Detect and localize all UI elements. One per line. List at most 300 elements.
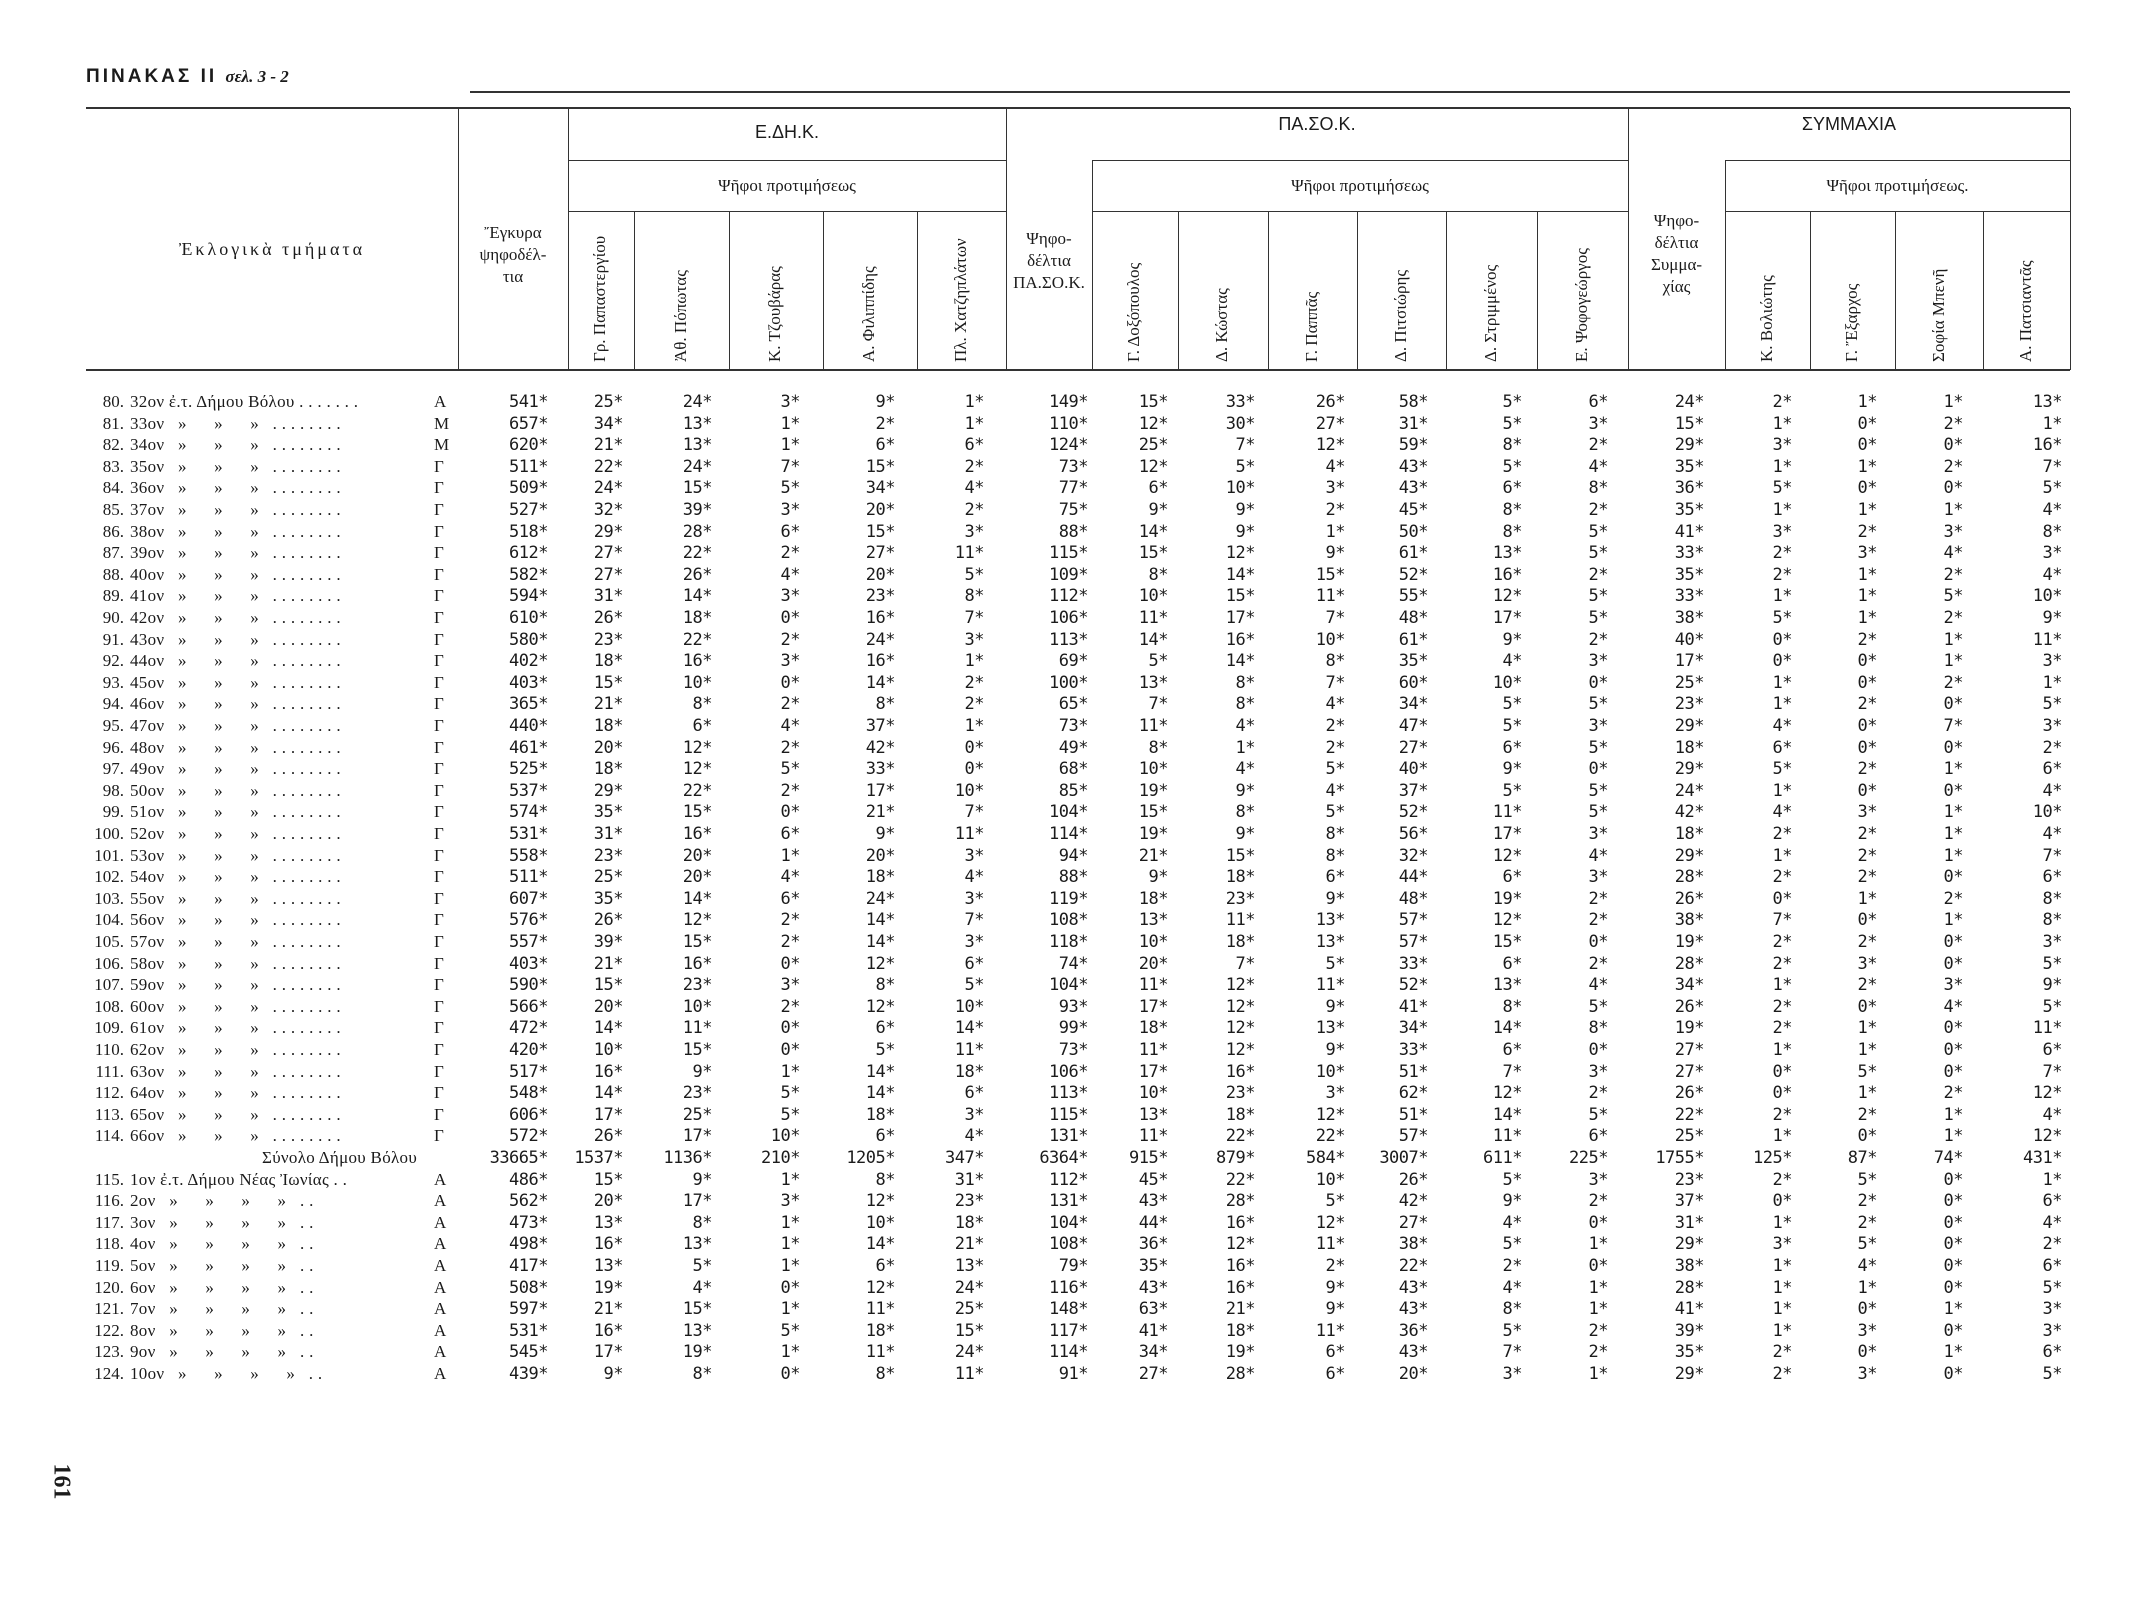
row-type: Γ: [434, 586, 444, 606]
table-cell: 2*: [1943, 456, 1963, 477]
table-cell: 17*: [1492, 608, 1522, 628]
table-cell: 12*: [2032, 1126, 2062, 1147]
table-cell: 24*: [865, 888, 895, 909]
table-cell: 0*: [780, 608, 800, 628]
table-cell: 25*: [1138, 435, 1168, 456]
table-cell: 6*: [692, 716, 712, 736]
table-cell: 17*: [682, 1126, 712, 1147]
table-cell: 5*: [1502, 780, 1522, 801]
table-cell: 10*: [2032, 802, 2062, 823]
table-cell: 13*: [1138, 672, 1168, 693]
row-label: [0, 1040, 341, 1060]
table-cell: 3*: [1588, 1061, 1608, 1082]
table-cell: 5*: [1325, 1191, 1345, 1212]
cand-exarchos: Γ. Ἔξαρχος: [1842, 283, 1861, 362]
table-cell: 44*: [1398, 867, 1428, 888]
table-cell: 0*: [1588, 1212, 1608, 1233]
cand-pappas: Γ. Παππᾶς: [1302, 291, 1321, 362]
table-cell: 2*: [1857, 629, 1877, 650]
table-cell: 43*: [1138, 1277, 1168, 1298]
table-cell: 541*: [509, 392, 548, 412]
table-cell: 1537*: [574, 1148, 623, 1168]
table-cell: 87*: [1847, 1148, 1877, 1168]
table-cell: 14*: [1225, 651, 1255, 672]
table-cell: 5*: [1588, 737, 1608, 758]
table-cell: 4*: [1943, 996, 1963, 1017]
table-cell: 10*: [865, 1212, 895, 1233]
table-cell: 13*: [682, 413, 712, 434]
table-cell: 104*: [1049, 802, 1088, 823]
table-cell: 33*: [1398, 1040, 1428, 1060]
table-cell: 13*: [1492, 975, 1522, 996]
table-cell: 15*: [1315, 564, 1345, 585]
table-cell: 21*: [593, 1299, 623, 1320]
table-cell: 37*: [1674, 1191, 1704, 1212]
table-cell: 104*: [1049, 975, 1088, 996]
table-cell: 34*: [1398, 1018, 1428, 1039]
cand-popotas: Ἀθ. Πόπωτας: [671, 270, 690, 362]
row-label: [0, 975, 341, 995]
table-row: [0, 1040, 2143, 1061]
table-cell: 1*: [1943, 1299, 1963, 1320]
row-type: Γ: [434, 1061, 444, 1081]
table-cell: 14*: [1225, 564, 1255, 585]
row-number: 87.: [102, 543, 124, 563]
row-label: [0, 522, 341, 542]
table-cell: 2*: [1325, 716, 1345, 736]
table-cell: 580*: [509, 629, 548, 650]
table-cell: 5*: [1235, 456, 1255, 477]
table-cell: 1*: [1588, 1234, 1608, 1255]
row-number: 94.: [102, 694, 124, 714]
row-label: [0, 1105, 341, 1125]
row-label: [0, 716, 341, 736]
table-cell: 16*: [593, 1061, 623, 1082]
table-cell: 14*: [865, 672, 895, 693]
table-cell: 34*: [1398, 694, 1428, 715]
row-name: 62ον » » » . . . . . . . .: [130, 1040, 341, 1059]
table-cell: 79*: [1058, 1256, 1088, 1276]
cand-tzouvaras: Κ. Τζουβάρας: [765, 266, 784, 362]
row-name: 42ον » » » . . . . . . . .: [130, 608, 341, 627]
table-cell: 3*: [2042, 932, 2062, 952]
table-cell: 558*: [509, 845, 548, 866]
table-cell: 6*: [1772, 737, 1792, 758]
table-cell: 2*: [1325, 500, 1345, 520]
table-cell: 18*: [1674, 824, 1704, 844]
table-cell: 36*: [1138, 1234, 1168, 1255]
table-row: [0, 1321, 2143, 1342]
table-cell: 6*: [875, 1018, 895, 1039]
table-row: [0, 1062, 2143, 1083]
table-cell: 2*: [1772, 1342, 1792, 1363]
table-cell: 1*: [780, 1342, 800, 1363]
table-cell: 5*: [1325, 953, 1345, 974]
table-cell: 2*: [1588, 910, 1608, 931]
table-cell: 69*: [1058, 651, 1088, 672]
table-cell: 597*: [509, 1299, 548, 1320]
table-row: [0, 586, 2143, 607]
table-cell: 16*: [2032, 435, 2062, 456]
table-cell: 4*: [1502, 1277, 1522, 1298]
table-cell: 20*: [865, 564, 895, 585]
table-cell: 3*: [780, 651, 800, 672]
row-label: [0, 802, 341, 822]
table-cell: 43*: [1138, 1191, 1168, 1212]
table-cell: 116*: [1049, 1277, 1088, 1298]
symmaxia-header: ΣΥΜΜΑΧΙΑ: [1801, 114, 1897, 134]
table-row: [0, 522, 2143, 543]
table-cell: 20*: [865, 500, 895, 520]
cand-patsiantas: Α. Πατσιαντᾶς: [2016, 260, 2035, 362]
table-cell: 4*: [1325, 456, 1345, 477]
table-cell: 115*: [1049, 543, 1088, 564]
valid-ballots-header: Ἔγκυρα ψηφοδέλ- τια: [479, 223, 547, 286]
table-cell: 14*: [1138, 629, 1168, 650]
table-cell: 48*: [1398, 888, 1428, 909]
table-cell: 1*: [780, 1234, 800, 1255]
table-cell: 9*: [2042, 975, 2062, 996]
table-cell: 131*: [1049, 1126, 1088, 1147]
table-cell: 1*: [964, 413, 984, 434]
table-cell: 4*: [2042, 564, 2062, 585]
row-number: 102.: [94, 867, 124, 887]
table-cell: 8*: [1235, 694, 1255, 715]
table-cell: 21*: [593, 694, 623, 715]
cand-papastergiou: Γρ. Παπαστεργίου: [590, 235, 609, 362]
table-cell: 3*: [964, 521, 984, 542]
table-cell: 3*: [1857, 543, 1877, 564]
table-row: [0, 975, 2143, 996]
row-number: 115.: [94, 1169, 124, 1189]
table-cell: 0*: [1943, 1040, 1963, 1060]
table-cell: 2*: [1857, 932, 1877, 952]
table-cell: 2*: [1588, 1191, 1608, 1212]
table-cell: 13*: [593, 1256, 623, 1276]
table-cell: 22*: [682, 780, 712, 801]
table-cell: 3*: [1772, 1234, 1792, 1255]
table-cell: 13*: [682, 1320, 712, 1341]
table-cell: 9*: [1148, 867, 1168, 888]
table-cell: 88*: [1058, 521, 1088, 542]
table-cell: 11*: [1315, 1234, 1345, 1255]
symm-pref-header: Ψῆφοι προτιμήσεως.: [1826, 176, 1969, 195]
table-cell: 0*: [1588, 1256, 1608, 1276]
table-cell: 5*: [1502, 456, 1522, 477]
table-cell: 7*: [1325, 608, 1345, 628]
table-cell: 1*: [1772, 413, 1792, 434]
table-cell: 28*: [1225, 1364, 1255, 1384]
table-cell: 28*: [1674, 867, 1704, 888]
table-cell: 4*: [2042, 1212, 2062, 1233]
table-cell: 19*: [1225, 1342, 1255, 1363]
row-label: [0, 1062, 341, 1082]
table-cell: 4*: [1235, 716, 1255, 736]
table-cell: 23*: [1674, 1169, 1704, 1190]
table-cell: 2*: [964, 500, 984, 520]
table-cell: 8*: [1588, 478, 1608, 499]
table-cell: 9*: [1325, 888, 1345, 909]
table-cell: 106*: [1049, 608, 1088, 628]
table-cell: 1*: [1772, 845, 1792, 866]
table-cell: 11*: [2032, 1018, 2062, 1039]
table-cell: 0*: [1772, 1083, 1792, 1104]
table-cell: 3*: [780, 586, 800, 607]
row-name: 32ον ἐ.τ. Δήμου Βόλου . . . . . . .: [130, 392, 359, 411]
table-cell: 0*: [1857, 413, 1877, 434]
table-cell: 27*: [1398, 1212, 1428, 1233]
row-name: 64ον » » » . . . . . . . .: [130, 1083, 341, 1103]
row-number: 92.: [102, 651, 124, 671]
table-row: [0, 414, 2143, 435]
table-cell: 25*: [1674, 672, 1704, 693]
row-label: [0, 1213, 314, 1233]
table-cell: 0*: [1943, 478, 1963, 499]
table-cell: 1*: [1857, 608, 1877, 628]
row-name: 35ον » » » . . . . . . . .: [130, 456, 341, 476]
table-cell: 15*: [593, 672, 623, 693]
table-cell: 32*: [593, 500, 623, 520]
table-cell: 879*: [1216, 1148, 1255, 1168]
table-cell: 18*: [954, 1061, 984, 1082]
table-cell: 9*: [1235, 780, 1255, 801]
table-cell: 439*: [509, 1364, 548, 1384]
table-cell: 4*: [1588, 845, 1608, 866]
table-cell: 2*: [780, 996, 800, 1017]
table-cell: 31*: [593, 586, 623, 607]
row-type: Γ: [434, 1018, 444, 1038]
table-cell: 8*: [2042, 521, 2062, 542]
row-name: 48ον » » » . . . . . . . .: [130, 737, 341, 757]
table-cell: 0*: [1857, 672, 1877, 693]
table-cell: 75*: [1058, 500, 1088, 520]
table-cell: 23*: [682, 1083, 712, 1104]
table-cell: 11*: [865, 1342, 895, 1363]
table-cell: 1755*: [1655, 1148, 1704, 1168]
table-cell: 7*: [2042, 845, 2062, 866]
table-cell: 7*: [780, 456, 800, 477]
table-cell: 2*: [1588, 435, 1608, 456]
table-cell: 1*: [1943, 629, 1963, 650]
table-cell: 20*: [682, 845, 712, 866]
table-cell: 18*: [1225, 1320, 1255, 1341]
table-cell: 2*: [1772, 543, 1792, 564]
table-cell: 7*: [1772, 910, 1792, 931]
table-cell: 6*: [2042, 1191, 2062, 1212]
table-cell: 11*: [865, 1299, 895, 1320]
row-number: 109.: [94, 1018, 124, 1038]
table-cell: 40*: [1398, 759, 1428, 780]
row-number: 112.: [94, 1083, 124, 1103]
table-cell: 14*: [865, 1083, 895, 1104]
table-cell: 6*: [964, 1083, 984, 1104]
table-cell: 5*: [2042, 694, 2062, 715]
table-cell: 12*: [865, 1277, 895, 1298]
table-cell: 2*: [1772, 867, 1792, 888]
table-cell: 1*: [1943, 845, 1963, 866]
table-cell: 33*: [865, 759, 895, 780]
table-cell: 6*: [1325, 1342, 1345, 1363]
table-cell: 6*: [1325, 867, 1345, 888]
table-cell: 6*: [1588, 1126, 1608, 1147]
table-cell: 403*: [509, 953, 548, 974]
row-name: 61ον » » » . . . . . . . .: [130, 1018, 341, 1038]
table-cell: 112*: [1049, 586, 1088, 607]
row-number: 83.: [102, 456, 124, 476]
table-cell: 3*: [780, 392, 800, 412]
table-cell: 0*: [1943, 1234, 1963, 1255]
table-cell: 10*: [682, 996, 712, 1017]
table-cell: 0*: [1943, 780, 1963, 801]
table-cell: 18*: [1674, 737, 1704, 758]
table-row: [0, 608, 2143, 629]
table-cell: 20*: [593, 996, 623, 1017]
table-cell: 34*: [593, 413, 623, 434]
table-cell: 28*: [1674, 953, 1704, 974]
row-type: Γ: [434, 910, 444, 930]
table-cell: 0*: [1943, 1320, 1963, 1341]
table-cell: 38*: [1674, 910, 1704, 931]
table-cell: 18*: [593, 716, 623, 736]
table-row: [0, 716, 2143, 737]
table-cell: 7*: [964, 608, 984, 628]
row-name: 51ον » » » . . . . . . . .: [130, 802, 341, 822]
row-name: 36ον » » » . . . . . . . .: [130, 478, 341, 498]
table-cell: 11*: [1315, 586, 1345, 607]
table-cell: 4*: [780, 564, 800, 585]
pasok-header: ΠΑ.ΣΟ.Κ.: [1278, 114, 1356, 134]
cand-psofogeorgos: Ε. Ψοφογεώργος: [1572, 248, 1591, 362]
table-cell: 9*: [875, 392, 895, 412]
table-cell: 6*: [875, 1256, 895, 1276]
row-number: 99.: [102, 802, 124, 822]
row-number: 82.: [102, 435, 124, 455]
table-cell: 2*: [1857, 824, 1877, 844]
table-cell: 31*: [954, 1169, 984, 1190]
table-cell: 2*: [1857, 1104, 1877, 1125]
table-cell: 18*: [593, 759, 623, 780]
table-cell: 36*: [1674, 478, 1704, 499]
table-cell: 0*: [964, 737, 984, 758]
row-label: [0, 414, 341, 434]
table-cell: 5*: [1588, 608, 1608, 628]
row-name: 38ον » » » . . . . . . . .: [130, 521, 341, 541]
table-cell: 0*: [1857, 651, 1877, 672]
table-cell: 6*: [1502, 1040, 1522, 1060]
table-cell: 1*: [1588, 1364, 1608, 1384]
table-cell: 2*: [1857, 867, 1877, 888]
table-cell: 24*: [682, 456, 712, 477]
row-label: [0, 846, 341, 866]
table-cell: 57*: [1398, 1126, 1428, 1147]
table-row: [0, 1213, 2143, 1234]
table-cell: 1*: [1943, 759, 1963, 780]
table-row: [0, 457, 2143, 478]
table-cell: 3*: [1588, 716, 1608, 736]
row-number: 114.: [94, 1126, 124, 1146]
table-cell: 26*: [1674, 1083, 1704, 1104]
row-name: 37ον » » » . . . . . . . .: [130, 500, 341, 519]
table-cell: 1*: [1772, 975, 1792, 996]
table-cell: 43*: [1398, 456, 1428, 477]
table-cell: 6*: [2042, 1342, 2062, 1363]
table-cell: 3*: [2042, 1299, 2062, 1320]
table-cell: 22*: [593, 456, 623, 477]
table-cell: 23*: [593, 845, 623, 866]
table-cell: 1*: [1857, 586, 1877, 607]
table-cell: 12*: [1225, 1018, 1255, 1039]
table-cell: 12*: [1492, 910, 1522, 931]
row-type: Γ: [434, 845, 444, 865]
table-cell: 16*: [593, 1320, 623, 1341]
table-cell: 26*: [1398, 1169, 1428, 1190]
table-cell: 11*: [954, 543, 984, 564]
table-cell: 11*: [954, 1364, 984, 1384]
row-name: 6ον » » » » . .: [130, 1277, 314, 1297]
table-cell: 3*: [1588, 413, 1608, 434]
table-cell: 0*: [1943, 1169, 1963, 1190]
table-cell: 16*: [682, 651, 712, 672]
table-cell: 0*: [1943, 1212, 1963, 1233]
table-cell: 3*: [1588, 824, 1608, 844]
table-cell: 8*: [875, 694, 895, 715]
table-cell: 2*: [1325, 1256, 1345, 1276]
table-cell: 9*: [1325, 996, 1345, 1017]
table-cell: 85*: [1058, 780, 1088, 801]
table-cell: 486*: [509, 1169, 548, 1190]
table-cell: 3*: [1502, 1364, 1522, 1384]
table-cell: 566*: [509, 996, 548, 1017]
table-row: [0, 997, 2143, 1018]
table-cell: 0*: [780, 1040, 800, 1060]
table-cell: 24*: [954, 1277, 984, 1298]
table-cell: 14*: [954, 1018, 984, 1039]
table-cell: 5*: [1772, 478, 1792, 499]
table-cell: 21*: [865, 802, 895, 823]
table-cell: 15*: [682, 1040, 712, 1060]
table-cell: 31*: [1674, 1212, 1704, 1233]
table-cell: 57*: [1398, 932, 1428, 952]
table-cell: 0*: [1943, 953, 1963, 974]
table-cell: 6*: [875, 1126, 895, 1147]
table-cell: 0*: [1772, 629, 1792, 650]
table-cell: 88*: [1058, 867, 1088, 888]
row-type: Γ: [434, 802, 444, 822]
table-cell: 5*: [780, 759, 800, 780]
table-cell: 0*: [1943, 1191, 1963, 1212]
table-cell: 26*: [1674, 996, 1704, 1017]
table-cell: 8*: [1148, 564, 1168, 585]
table-cell: 2*: [1502, 1256, 1522, 1276]
table-cell: 225*: [1569, 1148, 1608, 1168]
table-cell: 32*: [1398, 845, 1428, 866]
table-cell: 29*: [1674, 1364, 1704, 1384]
row-type: Γ: [434, 1104, 444, 1124]
table-cell: 19*: [1674, 932, 1704, 952]
cand-chatziplaton: Πλ. Χατζηπλάτων: [951, 238, 970, 362]
table-cell: 403*: [509, 672, 548, 693]
table-cell: 114*: [1049, 1342, 1088, 1363]
table-cell: 27*: [1398, 737, 1428, 758]
table-cell: 5*: [2042, 996, 2062, 1017]
table-cell: 63*: [1138, 1299, 1168, 1320]
table-cell: 61*: [1398, 629, 1428, 650]
table-row: [0, 1105, 2143, 1126]
table-cell: 0*: [1857, 737, 1877, 758]
table-cell: 5*: [780, 1083, 800, 1104]
table-cell: 24*: [1674, 392, 1704, 412]
table-cell: 5*: [1588, 586, 1608, 607]
